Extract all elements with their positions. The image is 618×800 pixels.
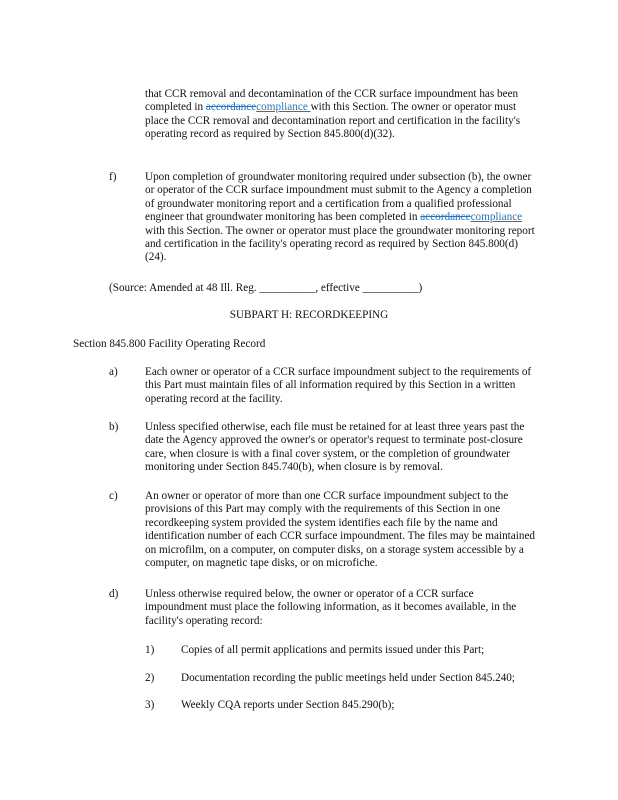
deleted-word: accordance: [205, 101, 257, 114]
amended-text-pre: that CCR removal and decontamination of the CCR surface impoundment has been completed in: [145, 88, 519, 114]
item-c-label: c): [109, 490, 118, 502]
item-b-text: Unless specified otherwise, each file must be retained for at least three years past the date the Agency approved the owner's or operator's request to terminate post-closure care, when closure is with a final cover system, or the completion of groundwater monitoring under Section 845.740(b), when closure is by removal.: [145, 421, 525, 474]
continuation-paragraph: [145, 88, 537, 142]
deleted-word: accordance: [420, 211, 471, 224]
item-f-label: f): [109, 171, 117, 183]
amended-text-post: with this Section. The owner or operator must place the groundwater monitoring report and certification in the facility's operating record as required by Section 845.800(d)(24).: [145, 224, 535, 264]
item-d-label: d): [109, 588, 119, 600]
subitem-1-text: Copies of all permit applications and permits issued under this Part;: [181, 644, 485, 656]
subitem-2-label: 2): [145, 672, 155, 684]
item-c-text: An owner or operator of more than one CCR surface impoundment subject to the provisions of this Part may comply with the requirements of this Section in one recordkeeping system provided the system identifies each file by the name and identification number of each CCR surface impoundment. The files may be maintained on microfilm, on a computer, on computer disks, on a storage system accessible by a computer, on magnetic tape disks, or on microfiche.: [145, 490, 535, 570]
subitem-1-label: 1): [145, 644, 155, 656]
amended-text-pre: Upon completion of groundwater monitoring required under subsection (b), the owner or operator of the CCR surface impoundment must submit to the Agency a completion of groundwater monitoring report and a certification from a qualified professional engineer that groundwater monitoring has been completed in: [145, 171, 532, 224]
item-d-text: Unless otherwise required below, the owner or operator of a CCR surface impoundment must place the following information, as it becomes available, in the facility's operating record:: [145, 588, 517, 627]
subitem-3-text: Weekly CQA reports under Section 845.290(b);: [181, 699, 395, 711]
item-a-label: a): [109, 366, 118, 378]
item-b-label: b): [109, 421, 119, 433]
subitem-3-label: 3): [145, 699, 155, 711]
item-a-text: Each owner or operator of a CCR surface impoundment subject to the requirements of this Part must maintain files of all information required by this Section in a written operating record at the facility.: [145, 366, 532, 405]
inserted-word: compliance: [256, 101, 311, 114]
source-note: (Source: Amended at 48 Ill. Reg. __________, effective __________): [109, 282, 423, 294]
section-heading: Section 845.800 Facility Operating Record: [73, 338, 266, 350]
item-f-paragraph: [145, 171, 537, 265]
amended-text-post: with this Section. The owner or operator must place the CCR removal and decontamination report and certification in the facility's operating record as required by Section 845.800(d)(32).: [145, 101, 521, 141]
subitem-2-text: Documentation recording the public meetings held under Section 845.240;: [181, 672, 515, 684]
inserted-word: compliance: [470, 211, 523, 224]
subpart-heading: SUBPART H: RECORDKEEPING: [229, 309, 389, 321]
